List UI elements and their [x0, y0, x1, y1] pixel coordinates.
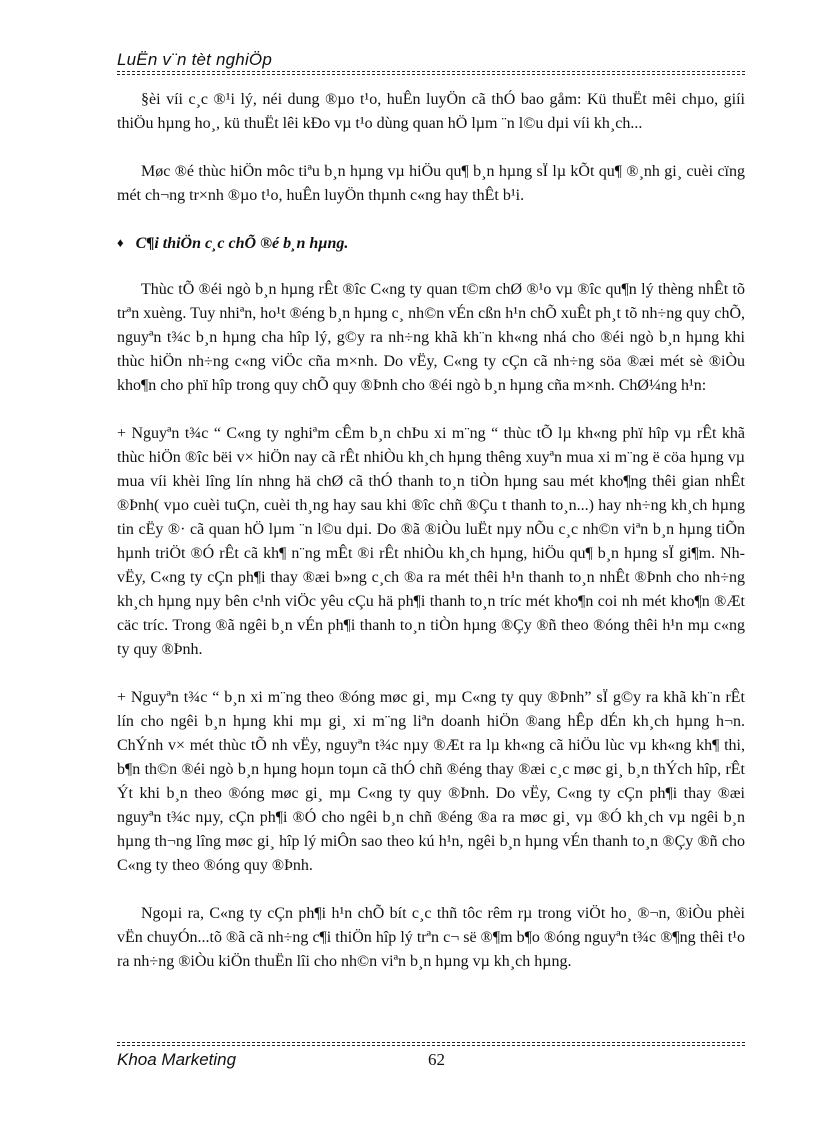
section-heading-text: C¶i thiÖn c¸c chÕ ®é b¸n hµng.	[135, 235, 349, 252]
footer-faculty: Khoa Marketing	[117, 1050, 237, 1069]
section-heading	[117, 232, 745, 256]
paragraph-training-content: §èi víi c¸c ®¹i lý, néi dung ®µo t¹o, huÊn luyÖn cã thÓ bao gåm: Kü thuËt mêi chµo, giíi thiÖu hµng ho¸, kü thuËt lêi kÐo vµ t¹o dùng quan hÖ lµm ¨n l©u dµi víi kh¸ch...	[117, 91, 745, 132]
header-rule-bottom	[117, 74, 745, 75]
paragraph-credit-rule: + Nguyªn t¾c “ C«ng ty nghiªm cÊm b¸n chÞu xi m¨ng “ thùc tÕ lµ kh«ng phï hîp vµ rÊt khã thùc hiÖn ®îc bëi v× hiÖn nay cã rÊt nhiÒu kh¸ch hµng thêng xuyªn mua xi m¨ng ë cöa hµng vµ mua víi khèi lîng lín nhng hä chØ cã thÓ thanh to¸n tiÒn hµng sau mét kho¶ng thêi gian nhÊt ®Þnh( vµo cuèi tuÇn, cuèi th¸ng hay sau khi ®îc chñ ®Çu t thanh to¸n...) hay nh÷ng kh¸ch hµng tin cËy ®· cã quan hÖ lµm ¨n l©u dµi. Do ®ã ®iÒu luËt nµy nÕu c¸c nh©n viªn b¸n hµng tiÕn hµnh triÖt ®Ó rÊt cã kh¶ n¨ng mÊt ®i rÊt nhiÒu kh¸ch hµng, hiÖu qu¶ b¸n hµng sÏ gi¶m. Nh vËy, C«ng ty cÇn ph¶i thay ®æi b»ng c¸ch ®a ra mét thêi h¹n thanh to¸n nhÊt ®Þnh cho nh÷ng kh¸ch hµng nµy bên c¹nh viÖc yêu cÇu hä ph¶i thanh to¸n tríc mét kho¶n coi nh mét kho¶n ®Æt cäc tríc. Trong ®ã ngêi b¸n vÉn ph¶i thanh to¸n tiÒn hµng ®Çy ®ñ theo ®óng thêi h¹n mµ c«ng ty quy ®Þnh.	[117, 425, 745, 658]
paragraph-procedures: Ngoµi ra, C«ng ty cÇn ph¶i h¹n chÕ bít c¸c thñ tôc rêm rµ trong viÖt ho¸ ®¬n, ®iÒu phèi vËn chuyÓn...tõ ®ã cã nh÷ng c¶i thiÖn hîp lý trªn c¬ së ®¶m b¶o ®óng nguyªn t¾c ®¶ng thêi t¹o ra nh÷ng ®iÒu kiÖn thuËn lîi cho nh©n viªn b¸n hµng vµ kh¸ch hµng.	[117, 905, 745, 970]
document-body	[117, 88, 745, 998]
paragraph-training-evaluation: Møc ®é thùc hiÖn môc tiªu b¸n hµng vµ hiÖu qu¶ b¸n hµng sÏ lµ kÕt qu¶ ®¸nh gi¸ cuèi cïng mét ch¬ng tr×nh ®µo t¹o, huÊn luyÖn thµnh c«ng hay thÊt b¹i.	[117, 163, 745, 204]
footer-rule-top	[117, 1042, 745, 1043]
footer-rule-bottom	[117, 1045, 745, 1046]
paragraph-sales-team: Thùc tÕ ®éi ngò b¸n hµng rÊt ®îc C«ng ty quan t©m chØ ®¹o vµ ®îc qu¶n lý thèng nhÊt tõ trªn xuèng. Tuy nhiªn, ho¹t ®éng b¸n hµng c¸ nh©n vÉn cßn h¹n chÕ xuÊt ph¸t tõ nh÷ng quy chÕ, nguyªn t¾c b¸n hµng cha hîp lý, g©y ra nh÷ng khã kh¨n kh«ng nhá cho ®éi ngò b¸n hµng khi thùc hiÖn nh÷ng c«ng viÖc cña m×nh. Do vËy, C«ng ty cÇn cã nh÷ng söa ®æi mét sè ®iÒu kho¶n cho phï hîp trong quy chÕ quy ®Þnh cho ®éi ngò b¸n hµng cña m×nh. ChØ¼ng h¹n:	[117, 281, 745, 394]
page-number: 62	[428, 1050, 445, 1069]
diamond-bullet-icon: ♦	[117, 235, 124, 250]
header-title: LuËn v¨n tèt nghiÖp	[117, 50, 273, 69]
paragraph-price-rule: + Nguyªn t¾c “ b¸n xi m¨ng theo ®óng møc gi¸ mµ C«ng ty quy ®Þnh” sÏ g©y ra khã kh¨n rÊt lín cho ngêi b¸n hµng khi mµ gi¸ xi m¨ng liªn doanh hiÖn ®ang hÊp dÉn kh¸ch hµng h¬n. ChÝnh v× mét thùc tÕ nh vËy, nguyªn t¾c nµy ®Æt ra lµ kh«ng cã hiÖu lùc vµ kh«ng kh¶ thi, b¶n th©n ®éi ngò b¸n hµng hoµn toµn cã thÓ chñ ®éng thay ®æi c¸c møc gi¸ b¸n thÝch hîp, rÊt Ýt khi b¸n theo ®óng møc gi¸ mµ C«ng ty quy ®Þnh. Do vËy, C«ng ty cÇn ph¶i thay ®æi nguyªn t¾c nµy, cÇn ph¶i ®Ó cho ngêi b¸n chñ ®éng ®a ra møc gi¸ vµ ®Ó kh¸ch vµ ngêi b¸n hµng th¬ng lîng møc gi¸ hîp lý miÔn sao theo kú h¹n, ngêi b¸n hµng vÉn thanh to¸n ®Çy ®ñ cho C«ng ty theo ®óng quy ®Þnh.	[117, 689, 745, 874]
header-rule-top	[117, 71, 745, 72]
